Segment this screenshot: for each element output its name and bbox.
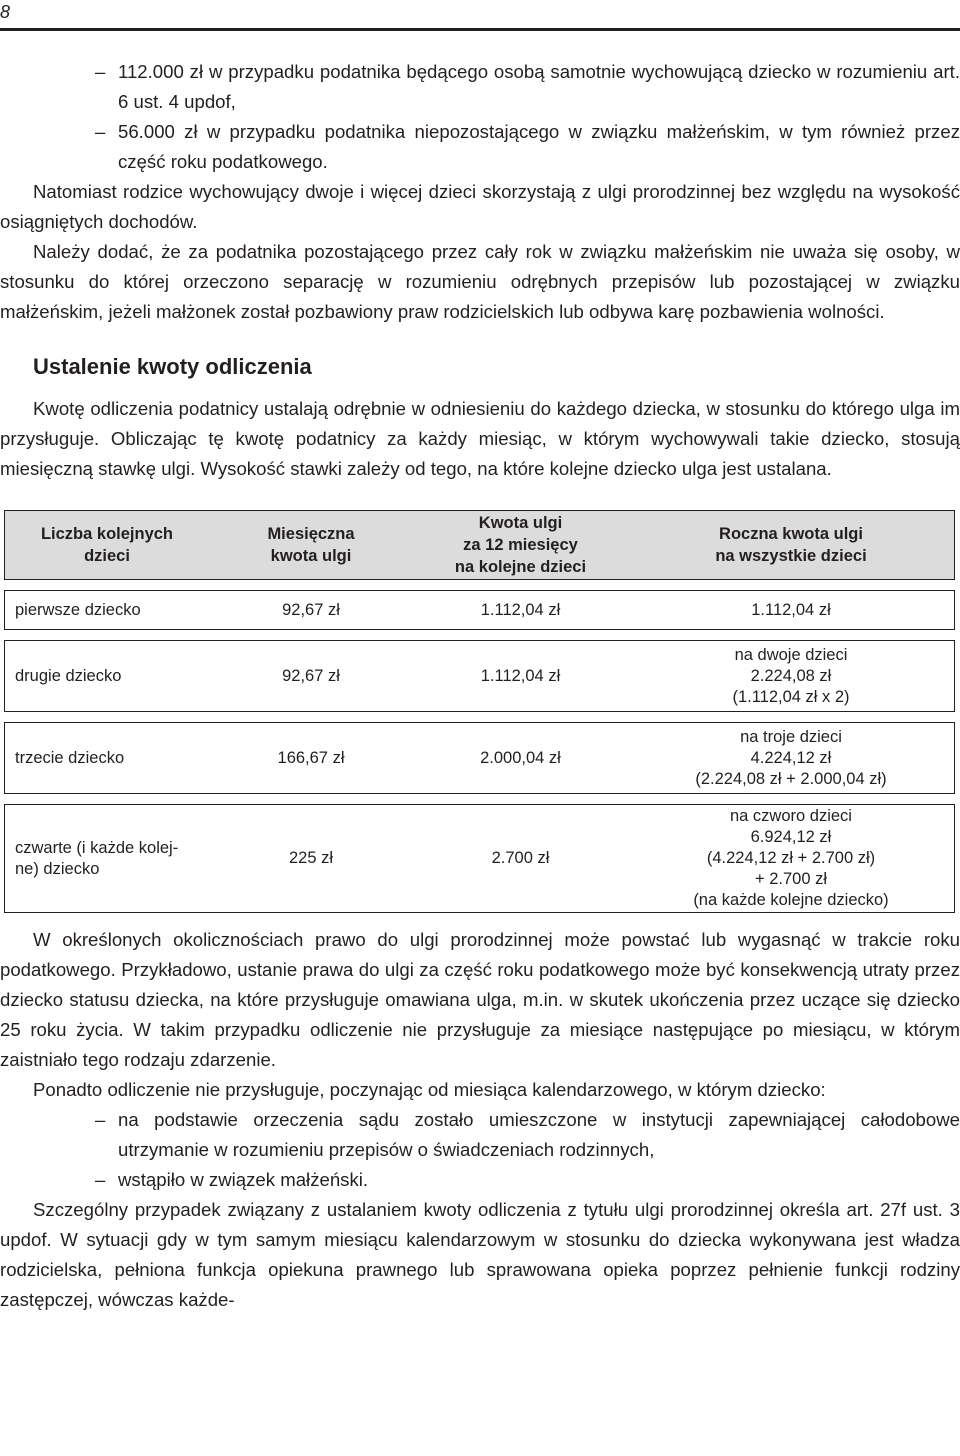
table-cell: 1.112,04 zł [628,590,955,630]
list-item-text: 112.000 zł w przypadku podatnika będącego osobą samotnie wychowującą dziecko w rozumieniu art. 6 ust. 4 updof, [118,61,960,112]
list-item [0,1105,960,1165]
table-cell: 166,67 zł [209,722,413,794]
page-number: 8 [0,2,11,22]
list-item-text: 56.000 zł w przypadku podatnika niepozostającego w związku małżeńskim, w tym również przez część roku podatkowego. [118,121,960,172]
table-cell: 92,67 zł [209,640,413,712]
table-cell: 92,67 zł [209,590,413,630]
table-cell: pierwsze dziecko [4,590,209,630]
table-header-row [4,510,955,580]
paragraph: Szczególny przypadek związany z ustalaniem kwoty odliczenia z tytułu ulgi prorodzinnej określa art. 27f ust. 3 updof. W sytuacji gdy w tym samym miesiącu kalendarzowym w stosunku do dziecka wykonywana jest władza rodzicielska, pełniona funkcja opiekuna prawnego lub sprawowana opieka poprzez pełnienie funkcji rodziny zastępczej, wówczas każde- [0,1199,960,1310]
table-cell: trzecie dziecko [4,722,209,794]
list-item [0,117,960,177]
table-cell: czwarte (i każde kolej- ne) dziecko [4,804,209,913]
list-dash: – [95,121,106,142]
list-dash: – [95,61,106,82]
table-row [4,804,955,913]
table-row [4,640,955,712]
table-cell: na dwoje dzieci 2.224,08 zł (1.112,04 zł x 2) [628,640,955,712]
header-cell: Liczba kolejnych dzieci [4,510,209,580]
paragraph: Ponadto odliczenie nie przysługuje, poczynając od miesiąca kalendarzowego, w którym dziecko: [33,1079,826,1100]
table-cell: 225 zł [209,804,413,913]
header-cell: Roczna kwota ulgi na wszystkie dzieci [628,510,955,580]
paragraph: Należy dodać, że za podatnika pozostającego przez cały rok w związku małżeńskim nie uważa się osoby, w stosunku do której orzeczono separację w rozumieniu odrębnych przepisów lub pozostającej w związku małżeńskim, jeżeli małżonek został pozbawiony praw rodzicielskich lub odbywa karę pozbawienia wolności. [0,241,960,322]
table-cell: na czworo dzieci 6.924,12 zł (4.224,12 zł + 2.700 zł) + 2.700 zł (na każde kolejne dziecko) [628,804,955,913]
section-heading: Ustalenie kwoty odliczenia [33,354,312,379]
header-cell: Kwota ulgi za 12 miesięcy na kolejne dzieci [413,510,628,580]
paragraph: W określonych okolicznościach prawo do ulgi prorodzinnej może powstać lub wygasnąć w trakcie roku podatkowego. Przykładowo, ustanie prawa do ulgi za część roku podatkowego może być konsekwencją utraty przez dziecko statusu dziecka, na które przysługuje omawiana ulga, m.in. w skutek ukończenia przez uczące się dziecko 25 roku życia. W takim przypadku odliczenie nie przysługuje za miesiące następujące po miesiącu, w którym zaistniało tego rodzaju zdarzenie. [0,929,960,1070]
relief-table [4,500,955,923]
list-item-text: na podstawie orzeczenia sądu zostało umieszczone w instytucji zapewniającej całodobowe utrzymanie w rozumieniu przepisów o świadczeniach rodzinnych, [118,1109,960,1160]
table-cell: 2.700 zł [413,804,628,913]
list-dash: – [95,1169,106,1190]
table-cell: 1.112,04 zł [413,590,628,630]
paragraph: Kwotę odliczenia podatnicy ustalają odrębnie w odniesieniu do każdego dziecka, w stosunku do którego ulga im przysługuje. Obliczając tę kwotę podatnicy za każdy miesiąc, w którym wychowywali takie dziecko, stosują miesięczną stawkę ulgi. Wysokość stawki zależy od tego, na które kolejne dziecko ulga jest ustalana. [0,398,960,479]
paragraph: Natomiast rodzice wychowujący dwoje i więcej dzieci skorzystają z ulgi prorodzinnej bez względu na wysokość osiągniętych dochodów. [0,181,960,232]
table-row [4,722,955,794]
table-cell: 1.112,04 zł [413,640,628,712]
table-cell: drugie dziecko [4,640,209,712]
header-rule [0,28,960,31]
list-item [0,1165,960,1195]
list-dash: – [95,1109,106,1130]
list-item [0,57,960,117]
table-row [4,590,955,630]
table-cell: 2.000,04 zł [413,722,628,794]
header-cell: Miesięczna kwota ulgi [209,510,413,580]
table-cell: na troje dzieci 4.224,12 zł (2.224,08 zł + 2.000,04 zł) [628,722,955,794]
list-item-text: wstąpiło w związek małżeński. [118,1169,369,1190]
page-content [0,57,960,1315]
